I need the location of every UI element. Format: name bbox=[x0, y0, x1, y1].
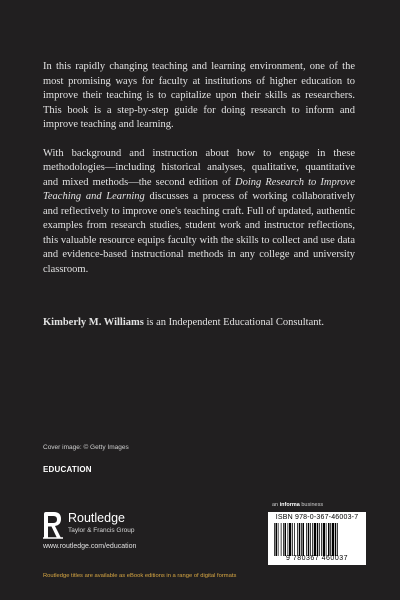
book-title-italic: Doing Research to Improve Teaching and Learning bbox=[43, 176, 355, 202]
routledge-r-mark-icon bbox=[43, 511, 63, 539]
cover-image-credit: Cover image: © Getty Images bbox=[43, 444, 129, 451]
author-name: Kimberly M. Williams bbox=[43, 317, 144, 328]
back-cover-blurb bbox=[43, 60, 355, 291]
publisher-url: www.routledge.com/education bbox=[43, 543, 137, 550]
informa-brand: informa bbox=[279, 502, 300, 508]
subject-category: EDUCATION bbox=[43, 465, 92, 474]
blurb-paragraph-2 bbox=[43, 147, 355, 278]
barcode-digits: 9 780367 460037 bbox=[286, 555, 348, 562]
isbn-number: ISBN 978-0-367-46003-7 bbox=[275, 514, 359, 521]
author-bio bbox=[43, 316, 355, 330]
publisher-name: Routledge bbox=[68, 511, 125, 525]
blurb-paragraph-2-body: discusses a process of working collaboratively and reflectively to improve one's teaching craft. Full of updated, authentic examples from research studies, student work and instructor reflections, this valuable resource equips faculty with the skills to collect and use data and evidence-based instructional methods in any college and university classroom. bbox=[43, 191, 356, 275]
blurb-paragraph-2-intro: With background and instruction about how to engage in these methodologies—including historical analyses, qualitative, quantitative and mixed methods—the second edition of bbox=[43, 147, 355, 188]
ebook-availability-note: Routledge titles are available as eBook editions in a range of digital formats bbox=[43, 573, 237, 579]
barcode-bars bbox=[274, 523, 360, 556]
publisher-group: Taylor & Francis Group bbox=[68, 527, 135, 534]
informa-business-tag: an informa business bbox=[272, 502, 324, 508]
isbn-barcode bbox=[268, 512, 366, 565]
blurb-paragraph-1: In this rapidly changing teaching and learning environment, one of the most promising ways for faculty at institutions of higher education to improve their teaching is to capitalize upon their skills as researchers. This book is a step-by-step guide for doing research to inform and improve teaching and learning. bbox=[43, 61, 355, 130]
author-description: is an Independent Educational Consultant. bbox=[143, 317, 325, 328]
